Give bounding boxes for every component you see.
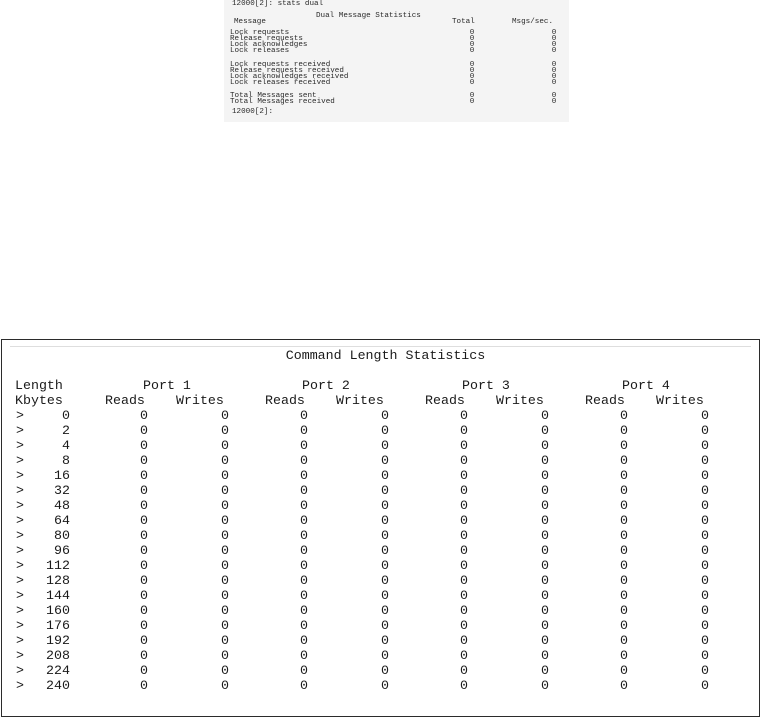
dual-stat-label: Total Messages sent — [230, 92, 317, 100]
port-4-writes-cell: 0 — [701, 588, 709, 603]
greater-than-marker: > — [16, 543, 24, 558]
port-1-writes-cell: 0 — [221, 468, 229, 483]
command-length-stats-panel — [1, 339, 760, 717]
port-1-writes-cell: 0 — [221, 633, 229, 648]
port-3-writes-cell: 0 — [541, 663, 549, 678]
port-1-writes-cell: 0 — [221, 513, 229, 528]
dual-stat-rate: 0 — [551, 61, 557, 69]
table-row — [2, 423, 759, 438]
length-kbytes-cell: 160 — [46, 603, 70, 618]
port-3-reads-cell: 0 — [460, 408, 468, 423]
port-1-reads-cell: 0 — [140, 408, 148, 423]
port-1-reads-cell: 0 — [140, 483, 148, 498]
dual-end-prompt: 12000[2]: — [232, 108, 274, 116]
dual-stat-label: Lock acknowledges — [230, 41, 308, 49]
port-3-reads-cell: 0 — [460, 588, 468, 603]
port-2-reads-cell: 0 — [300, 633, 308, 648]
port-1-reads-cell: 0 — [140, 513, 148, 528]
port-2-reads-cell: 0 — [300, 528, 308, 543]
port-4-reads-cell: 0 — [620, 513, 628, 528]
port-3-writes-cell: 0 — [541, 483, 549, 498]
port-4-reads-cell: 0 — [620, 543, 628, 558]
port-2-writes-cell: 0 — [381, 543, 389, 558]
port-4-writes-cell: 0 — [701, 468, 709, 483]
port-3-writes-cell: 0 — [541, 603, 549, 618]
port-2-writes-cell: 0 — [381, 678, 389, 693]
greater-than-marker: > — [16, 633, 24, 648]
table-row — [2, 618, 759, 633]
dual-stats-title: Dual Message Statistics — [316, 12, 421, 20]
port-4-reads-cell: 0 — [620, 498, 628, 513]
header-kbytes: Kbytes — [15, 393, 63, 408]
table-row — [2, 408, 759, 423]
port-2-writes-cell: 0 — [381, 453, 389, 468]
header-port-4-reads: Reads — [585, 393, 625, 408]
dual-stat-rate: 0 — [551, 47, 557, 55]
greater-than-marker: > — [16, 648, 24, 663]
port-2-reads-cell: 0 — [300, 573, 308, 588]
port-3-writes-cell: 0 — [541, 588, 549, 603]
greater-than-marker: > — [16, 498, 24, 513]
port-2-writes-cell: 0 — [381, 408, 389, 423]
port-3-reads-cell: 0 — [460, 543, 468, 558]
port-3-writes-cell: 0 — [541, 633, 549, 648]
port-1-writes-cell: 0 — [221, 663, 229, 678]
port-4-writes-cell: 0 — [701, 498, 709, 513]
port-4-writes-cell: 0 — [701, 423, 709, 438]
table-row — [2, 573, 759, 588]
port-1-reads-cell: 0 — [140, 663, 148, 678]
length-kbytes-cell: 176 — [46, 618, 70, 633]
port-4-reads-cell: 0 — [620, 573, 628, 588]
dual-col-message: Message — [234, 18, 266, 26]
port-3-reads-cell: 0 — [460, 663, 468, 678]
port-2-reads-cell: 0 — [300, 453, 308, 468]
port-1-reads-cell: 0 — [140, 588, 148, 603]
dual-stat-label: Lock acknowledges received — [230, 73, 349, 81]
length-kbytes-cell: 144 — [46, 588, 70, 603]
dual-stat-row — [224, 99, 569, 107]
dual-stat-rate: 0 — [551, 35, 557, 43]
port-4-writes-cell: 0 — [701, 543, 709, 558]
dual-stat-total: 0 — [469, 73, 475, 81]
port-4-writes-cell: 0 — [701, 483, 709, 498]
dual-stat-rate: 0 — [551, 79, 557, 87]
port-4-writes-cell: 0 — [701, 408, 709, 423]
port-4-writes-cell: 0 — [701, 513, 709, 528]
port-1-reads-cell: 0 — [140, 648, 148, 663]
length-kbytes-cell: 240 — [46, 678, 70, 693]
port-1-writes-cell: 0 — [221, 408, 229, 423]
port-1-reads-cell: 0 — [140, 678, 148, 693]
port-1-writes-cell: 0 — [221, 588, 229, 603]
table-row — [2, 603, 759, 618]
header-port-3-reads: Reads — [425, 393, 465, 408]
dual-stat-total: 0 — [469, 61, 475, 69]
port-2-reads-cell: 0 — [300, 468, 308, 483]
length-kbytes-cell: 128 — [46, 573, 70, 588]
greater-than-marker: > — [16, 603, 24, 618]
port-3-writes-cell: 0 — [541, 468, 549, 483]
port-2-reads-cell: 0 — [300, 408, 308, 423]
port-2-reads-cell: 0 — [300, 558, 308, 573]
port-3-writes-cell: 0 — [541, 438, 549, 453]
table-row — [2, 663, 759, 678]
title-divider — [10, 346, 751, 347]
table-row — [2, 678, 759, 693]
port-1-writes-cell: 0 — [221, 648, 229, 663]
port-1-reads-cell: 0 — [140, 453, 148, 468]
dual-col-total: Total — [452, 18, 475, 26]
port-2-reads-cell: 0 — [300, 648, 308, 663]
port-2-writes-cell: 0 — [381, 633, 389, 648]
dual-stat-total: 0 — [469, 29, 475, 37]
port-1-reads-cell: 0 — [140, 468, 148, 483]
greater-than-marker: > — [16, 678, 24, 693]
port-2-reads-cell: 0 — [300, 423, 308, 438]
port-4-reads-cell: 0 — [620, 663, 628, 678]
dual-stat-rate: 0 — [551, 73, 557, 81]
port-3-reads-cell: 0 — [460, 423, 468, 438]
dual-col-rate: Msgs/sec. — [512, 18, 554, 26]
greater-than-marker: > — [16, 453, 24, 468]
port-3-writes-cell: 0 — [541, 528, 549, 543]
port-4-writes-cell: 0 — [701, 573, 709, 588]
greater-than-marker: > — [16, 468, 24, 483]
port-1-writes-cell: 0 — [221, 543, 229, 558]
greater-than-marker: > — [16, 528, 24, 543]
dual-stat-total: 0 — [469, 35, 475, 43]
port-3-writes-cell: 0 — [541, 453, 549, 468]
length-kbytes-cell: 192 — [46, 633, 70, 648]
greater-than-marker: > — [16, 558, 24, 573]
table-row — [2, 483, 759, 498]
port-3-writes-cell: 0 — [541, 648, 549, 663]
port-2-reads-cell: 0 — [300, 438, 308, 453]
dual-stat-label: Release requests — [230, 35, 303, 43]
port-4-reads-cell: 0 — [620, 603, 628, 618]
greater-than-marker: > — [16, 408, 24, 423]
port-2-writes-cell: 0 — [381, 573, 389, 588]
length-kbytes-cell: 2 — [62, 423, 70, 438]
port-4-reads-cell: 0 — [620, 483, 628, 498]
port-1-reads-cell: 0 — [140, 528, 148, 543]
port-3-writes-cell: 0 — [541, 573, 549, 588]
port-1-reads-cell: 0 — [140, 543, 148, 558]
greater-than-marker: > — [16, 438, 24, 453]
table-row — [2, 513, 759, 528]
dual-stat-rate: 0 — [551, 67, 557, 75]
port-3-writes-cell: 0 — [541, 498, 549, 513]
table-row — [2, 543, 759, 558]
port-4-writes-cell: 0 — [701, 648, 709, 663]
port-2-writes-cell: 0 — [381, 528, 389, 543]
port-1-writes-cell: 0 — [221, 573, 229, 588]
port-3-reads-cell: 0 — [460, 438, 468, 453]
dual-stat-total: 0 — [469, 47, 475, 55]
port-3-reads-cell: 0 — [460, 558, 468, 573]
dual-stat-label: Lock releases received — [230, 79, 331, 87]
length-kbytes-cell: 4 — [62, 438, 70, 453]
port-4-writes-cell: 0 — [701, 453, 709, 468]
port-4-reads-cell: 0 — [620, 588, 628, 603]
table-row — [2, 528, 759, 543]
dual-stats-terminal — [224, 0, 569, 122]
port-2-writes-cell: 0 — [381, 618, 389, 633]
port-2-reads-cell: 0 — [300, 588, 308, 603]
port-2-reads-cell: 0 — [300, 603, 308, 618]
port-2-writes-cell: 0 — [381, 468, 389, 483]
header-port-2-reads: Reads — [265, 393, 305, 408]
port-2-reads-cell: 0 — [300, 678, 308, 693]
port-4-writes-cell: 0 — [701, 528, 709, 543]
port-4-reads-cell: 0 — [620, 648, 628, 663]
port-2-reads-cell: 0 — [300, 513, 308, 528]
dual-stat-rate: 0 — [551, 41, 557, 49]
dual-stat-label: Lock requests — [230, 29, 290, 37]
port-3-writes-cell: 0 — [541, 618, 549, 633]
dual-stat-rate: 0 — [551, 98, 557, 106]
length-kbytes-cell: 112 — [46, 558, 70, 573]
dual-stat-total: 0 — [469, 79, 475, 87]
port-2-writes-cell: 0 — [381, 423, 389, 438]
greater-than-marker: > — [16, 513, 24, 528]
port-3-writes-cell: 0 — [541, 678, 549, 693]
greater-than-marker: > — [16, 618, 24, 633]
greater-than-marker: > — [16, 423, 24, 438]
port-1-writes-cell: 0 — [221, 453, 229, 468]
header-port-2: Port 2 — [302, 378, 350, 393]
port-1-writes-cell: 0 — [221, 498, 229, 513]
port-3-writes-cell: 0 — [541, 423, 549, 438]
greater-than-marker: > — [16, 483, 24, 498]
port-4-reads-cell: 0 — [620, 633, 628, 648]
port-3-writes-cell: 0 — [541, 558, 549, 573]
port-4-reads-cell: 0 — [620, 408, 628, 423]
port-1-reads-cell: 0 — [140, 498, 148, 513]
port-1-writes-cell: 0 — [221, 483, 229, 498]
port-4-reads-cell: 0 — [620, 468, 628, 483]
header-port-2-writes: Writes — [336, 393, 384, 408]
port-1-writes-cell: 0 — [221, 423, 229, 438]
table-row — [2, 498, 759, 513]
port-2-writes-cell: 0 — [381, 438, 389, 453]
port-1-writes-cell: 0 — [221, 528, 229, 543]
dual-stat-label: Release requests received — [230, 67, 344, 75]
dual-stat-label: Lock releases — [230, 47, 290, 55]
port-1-reads-cell: 0 — [140, 558, 148, 573]
length-kbytes-cell: 96 — [54, 543, 70, 558]
port-2-writes-cell: 0 — [381, 663, 389, 678]
port-3-reads-cell: 0 — [460, 453, 468, 468]
dual-stat-row — [224, 80, 569, 88]
port-2-reads-cell: 0 — [300, 618, 308, 633]
table-row — [2, 453, 759, 468]
port-2-reads-cell: 0 — [300, 483, 308, 498]
port-2-writes-cell: 0 — [381, 588, 389, 603]
length-kbytes-cell: 0 — [62, 408, 70, 423]
port-2-writes-cell: 0 — [381, 648, 389, 663]
port-2-writes-cell: 0 — [381, 513, 389, 528]
table-row — [2, 588, 759, 603]
header-port-1: Port 1 — [143, 378, 191, 393]
port-1-reads-cell: 0 — [140, 603, 148, 618]
port-1-writes-cell: 0 — [221, 678, 229, 693]
length-kbytes-cell: 80 — [54, 528, 70, 543]
port-2-reads-cell: 0 — [300, 498, 308, 513]
table-row — [2, 633, 759, 648]
port-1-reads-cell: 0 — [140, 573, 148, 588]
dual-stat-total: 0 — [469, 92, 475, 100]
table-row — [2, 648, 759, 663]
table-row — [2, 468, 759, 483]
port-1-writes-cell: 0 — [221, 618, 229, 633]
header-port-1-writes: Writes — [176, 393, 224, 408]
port-3-reads-cell: 0 — [460, 573, 468, 588]
port-1-writes-cell: 0 — [221, 603, 229, 618]
port-2-writes-cell: 0 — [381, 603, 389, 618]
port-4-writes-cell: 0 — [701, 558, 709, 573]
greater-than-marker: > — [16, 663, 24, 678]
dual-command-prompt: 12000[2]: stats dual — [232, 0, 324, 8]
port-3-writes-cell: 0 — [541, 543, 549, 558]
header-length: Length — [15, 378, 63, 393]
length-kbytes-cell: 16 — [54, 468, 70, 483]
greater-than-marker: > — [16, 588, 24, 603]
port-4-writes-cell: 0 — [701, 618, 709, 633]
length-kbytes-cell: 8 — [62, 453, 70, 468]
port-4-reads-cell: 0 — [620, 423, 628, 438]
length-kbytes-cell: 224 — [46, 663, 70, 678]
port-3-reads-cell: 0 — [460, 498, 468, 513]
greater-than-marker: > — [16, 573, 24, 588]
dual-stat-total: 0 — [469, 67, 475, 75]
dual-stat-rate: 0 — [551, 29, 557, 37]
port-4-writes-cell: 0 — [701, 663, 709, 678]
port-1-reads-cell: 0 — [140, 618, 148, 633]
length-kbytes-cell: 64 — [54, 513, 70, 528]
dual-stat-label: Total Messages received — [230, 98, 335, 106]
port-3-reads-cell: 0 — [460, 678, 468, 693]
length-kbytes-cell: 32 — [54, 483, 70, 498]
port-1-reads-cell: 0 — [140, 423, 148, 438]
header-port-4: Port 4 — [622, 378, 670, 393]
port-4-writes-cell: 0 — [701, 438, 709, 453]
port-2-reads-cell: 0 — [300, 543, 308, 558]
length-kbytes-cell: 48 — [54, 498, 70, 513]
port-2-writes-cell: 0 — [381, 483, 389, 498]
port-3-reads-cell: 0 — [460, 633, 468, 648]
port-3-writes-cell: 0 — [541, 513, 549, 528]
port-4-writes-cell: 0 — [701, 678, 709, 693]
port-4-reads-cell: 0 — [620, 558, 628, 573]
dual-stat-total: 0 — [469, 98, 475, 106]
header-port-3: Port 3 — [462, 378, 510, 393]
dual-stat-label: Lock requests received — [230, 61, 331, 69]
port-4-writes-cell: 0 — [701, 633, 709, 648]
table-row — [2, 558, 759, 573]
port-3-reads-cell: 0 — [460, 648, 468, 663]
header-port-3-writes: Writes — [496, 393, 544, 408]
cmd-stats-title: Command Length Statistics — [285, 348, 486, 363]
port-2-writes-cell: 0 — [381, 558, 389, 573]
dual-stat-rate: 0 — [551, 92, 557, 100]
port-2-reads-cell: 0 — [300, 663, 308, 678]
port-3-reads-cell: 0 — [460, 618, 468, 633]
port-1-writes-cell: 0 — [221, 438, 229, 453]
port-1-reads-cell: 0 — [140, 633, 148, 648]
length-kbytes-cell: 208 — [46, 648, 70, 663]
header-port-1-reads: Reads — [105, 393, 145, 408]
port-3-reads-cell: 0 — [460, 468, 468, 483]
port-4-writes-cell: 0 — [701, 603, 709, 618]
port-1-reads-cell: 0 — [140, 438, 148, 453]
port-3-reads-cell: 0 — [460, 513, 468, 528]
port-3-reads-cell: 0 — [460, 483, 468, 498]
port-4-reads-cell: 0 — [620, 438, 628, 453]
header-port-4-writes: Writes — [656, 393, 704, 408]
port-3-reads-cell: 0 — [460, 603, 468, 618]
port-4-reads-cell: 0 — [620, 618, 628, 633]
port-4-reads-cell: 0 — [620, 453, 628, 468]
port-3-reads-cell: 0 — [460, 528, 468, 543]
port-2-writes-cell: 0 — [381, 498, 389, 513]
port-4-reads-cell: 0 — [620, 528, 628, 543]
table-row — [2, 438, 759, 453]
dual-stat-row — [224, 48, 569, 56]
port-1-writes-cell: 0 — [221, 558, 229, 573]
dual-stat-total: 0 — [469, 41, 475, 49]
port-3-writes-cell: 0 — [541, 408, 549, 423]
port-4-reads-cell: 0 — [620, 678, 628, 693]
